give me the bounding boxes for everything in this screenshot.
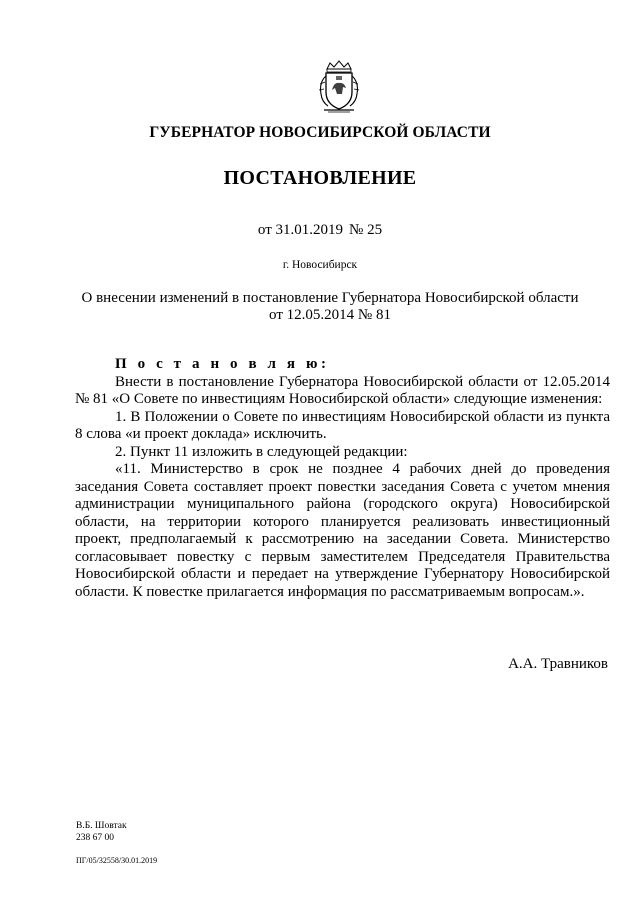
paragraph-item-2: 2. Пункт 11 изложить в следующей редакции: bbox=[115, 443, 408, 460]
document-body bbox=[75, 356, 610, 601]
document-date: от 31.01.2019 bbox=[257, 222, 344, 238]
city: г. Новосибирск bbox=[282, 259, 358, 271]
paragraph-item-1: 1. В Положении о Совете по инвестициям Новосибирской области из пункта 8 слова «и проект доклада» исключить. bbox=[75, 408, 610, 442]
date-number-line bbox=[0, 222, 640, 239]
issuer-title: ГУБЕРНАТОР НОВОСИБИРСКОЙ ОБЛАСТИ bbox=[149, 124, 491, 141]
executor-phone: 238 67 00 bbox=[76, 833, 114, 843]
signature-name: А.А. Травников bbox=[508, 656, 608, 672]
paragraph-new-text: «11. Министерство в срок не позднее 4 рабочих дней до проведения заседания Совета составляет проект повестки заседания Совета с учетом мнения администрации муниципального района (городского округа) Новосибирской области, на территории которого планируется реализовать инвестиционный проект, предполагаемый к рассмотрению на заседании Совета. Министерство согласовывает повестку с первым заместителем Председателя Правительства Новосибирской области и передает на утверждение Губернатору Новосибирской области. К повестке прилагается информация по рассматриваемым вопросам.». bbox=[75, 461, 610, 600]
registration-code: ПГ/05/32558/30.01.2019 bbox=[76, 856, 158, 865]
document-subject bbox=[60, 290, 600, 324]
subject-line-2: от 12.05.2014 № 81 bbox=[269, 307, 391, 323]
resolve-word: П о с т а н о в л я ю: bbox=[115, 356, 330, 372]
executor-block bbox=[76, 820, 127, 844]
coat-of-arms-icon bbox=[316, 60, 362, 114]
document-number: № 25 bbox=[349, 222, 383, 238]
document-type: ПОСТАНОВЛЕНИЕ bbox=[223, 167, 417, 189]
subject-line-1: О внесении изменений в постановление Губернатора Новосибирской области bbox=[81, 290, 579, 306]
paragraph-intro: Внести в постановление Губернатора Новосибирской области от 12.05.2014 № 81 «О Совете по инвестициям Новосибирской области» следующие изменения: bbox=[75, 373, 610, 407]
executor-name: В.Б. Шовтак bbox=[76, 821, 127, 831]
